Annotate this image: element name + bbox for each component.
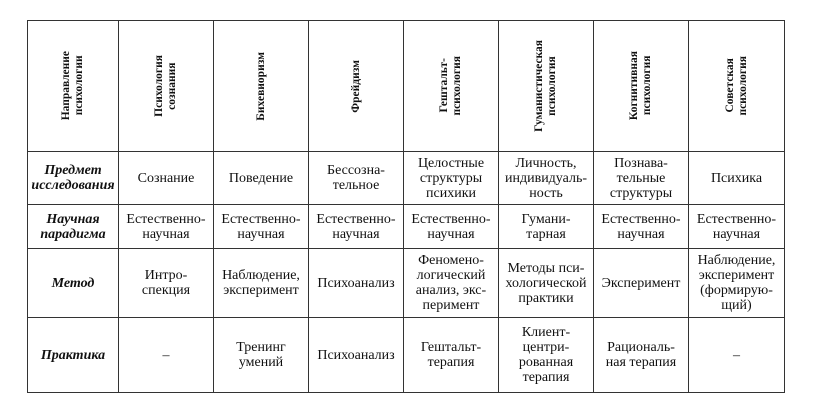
row-label: Метод bbox=[28, 249, 119, 318]
table-cell: Психика bbox=[689, 152, 785, 205]
table-row bbox=[28, 249, 785, 318]
row-label: Практика bbox=[28, 318, 119, 393]
table-cell: Тренинг умений bbox=[214, 318, 309, 393]
table-cell: Феномено- логический анализ, экс- перимент bbox=[404, 249, 499, 318]
table-cell: Эксперимент bbox=[594, 249, 689, 318]
header-cell-direction: Направление психологии bbox=[28, 21, 119, 152]
row-label: Предмет исследования bbox=[28, 152, 119, 205]
table-cell: Гумани- тарная bbox=[499, 205, 594, 249]
table-cell: Клиент- центри- рованная терапия bbox=[499, 318, 594, 393]
table-cell: Интро- спекция bbox=[119, 249, 214, 318]
header-cell-cognitive: Когнитивная психология bbox=[594, 21, 689, 152]
row-label: Научная парадигма bbox=[28, 205, 119, 249]
table-cell: Естественно- научная bbox=[119, 205, 214, 249]
header-cell-consciousness-psychology: Психология сознания bbox=[119, 21, 214, 152]
table-cell: Познава- тельные структуры bbox=[594, 152, 689, 205]
header-cell-soviet: Советская психология bbox=[689, 21, 785, 152]
header-cell-humanistic: Гуманистическая психология bbox=[499, 21, 594, 152]
table-cell: Естественно- научная bbox=[214, 205, 309, 249]
table-cell: Методы пси- хологической практики bbox=[499, 249, 594, 318]
psychology-directions-table bbox=[27, 20, 785, 393]
table-cell: – bbox=[689, 318, 785, 393]
table-cell: Гештальт- терапия bbox=[404, 318, 499, 393]
table-cell: – bbox=[119, 318, 214, 393]
table-cell: Сознание bbox=[119, 152, 214, 205]
table-row bbox=[28, 205, 785, 249]
table-cell: Естественно- научная bbox=[404, 205, 499, 249]
table-cell: Естественно- научная bbox=[309, 205, 404, 249]
table-cell: Наблюдение, эксперимент bbox=[214, 249, 309, 318]
table-row bbox=[28, 318, 785, 393]
header-cell-freudianism: Фрейдизм bbox=[309, 21, 404, 152]
table-cell: Поведение bbox=[214, 152, 309, 205]
table-cell: Целостные структуры психики bbox=[404, 152, 499, 205]
table-cell: Наблюдение, эксперимент (формирую- щий) bbox=[689, 249, 785, 318]
header-row bbox=[28, 21, 785, 152]
table-cell: Психоанализ bbox=[309, 249, 404, 318]
table-cell: Бессозна- тельное bbox=[309, 152, 404, 205]
header-cell-gestalt: Гештальт- психология bbox=[404, 21, 499, 152]
table-cell: Естественно- научная bbox=[689, 205, 785, 249]
table-cell: Естественно- научная bbox=[594, 205, 689, 249]
table-cell: Рациональ- ная терапия bbox=[594, 318, 689, 393]
table-row bbox=[28, 152, 785, 205]
table-cell: Личность, индивидуаль- ность bbox=[499, 152, 594, 205]
table-cell: Психоанализ bbox=[309, 318, 404, 393]
header-cell-behaviorism: Бихевиоризм bbox=[214, 21, 309, 152]
